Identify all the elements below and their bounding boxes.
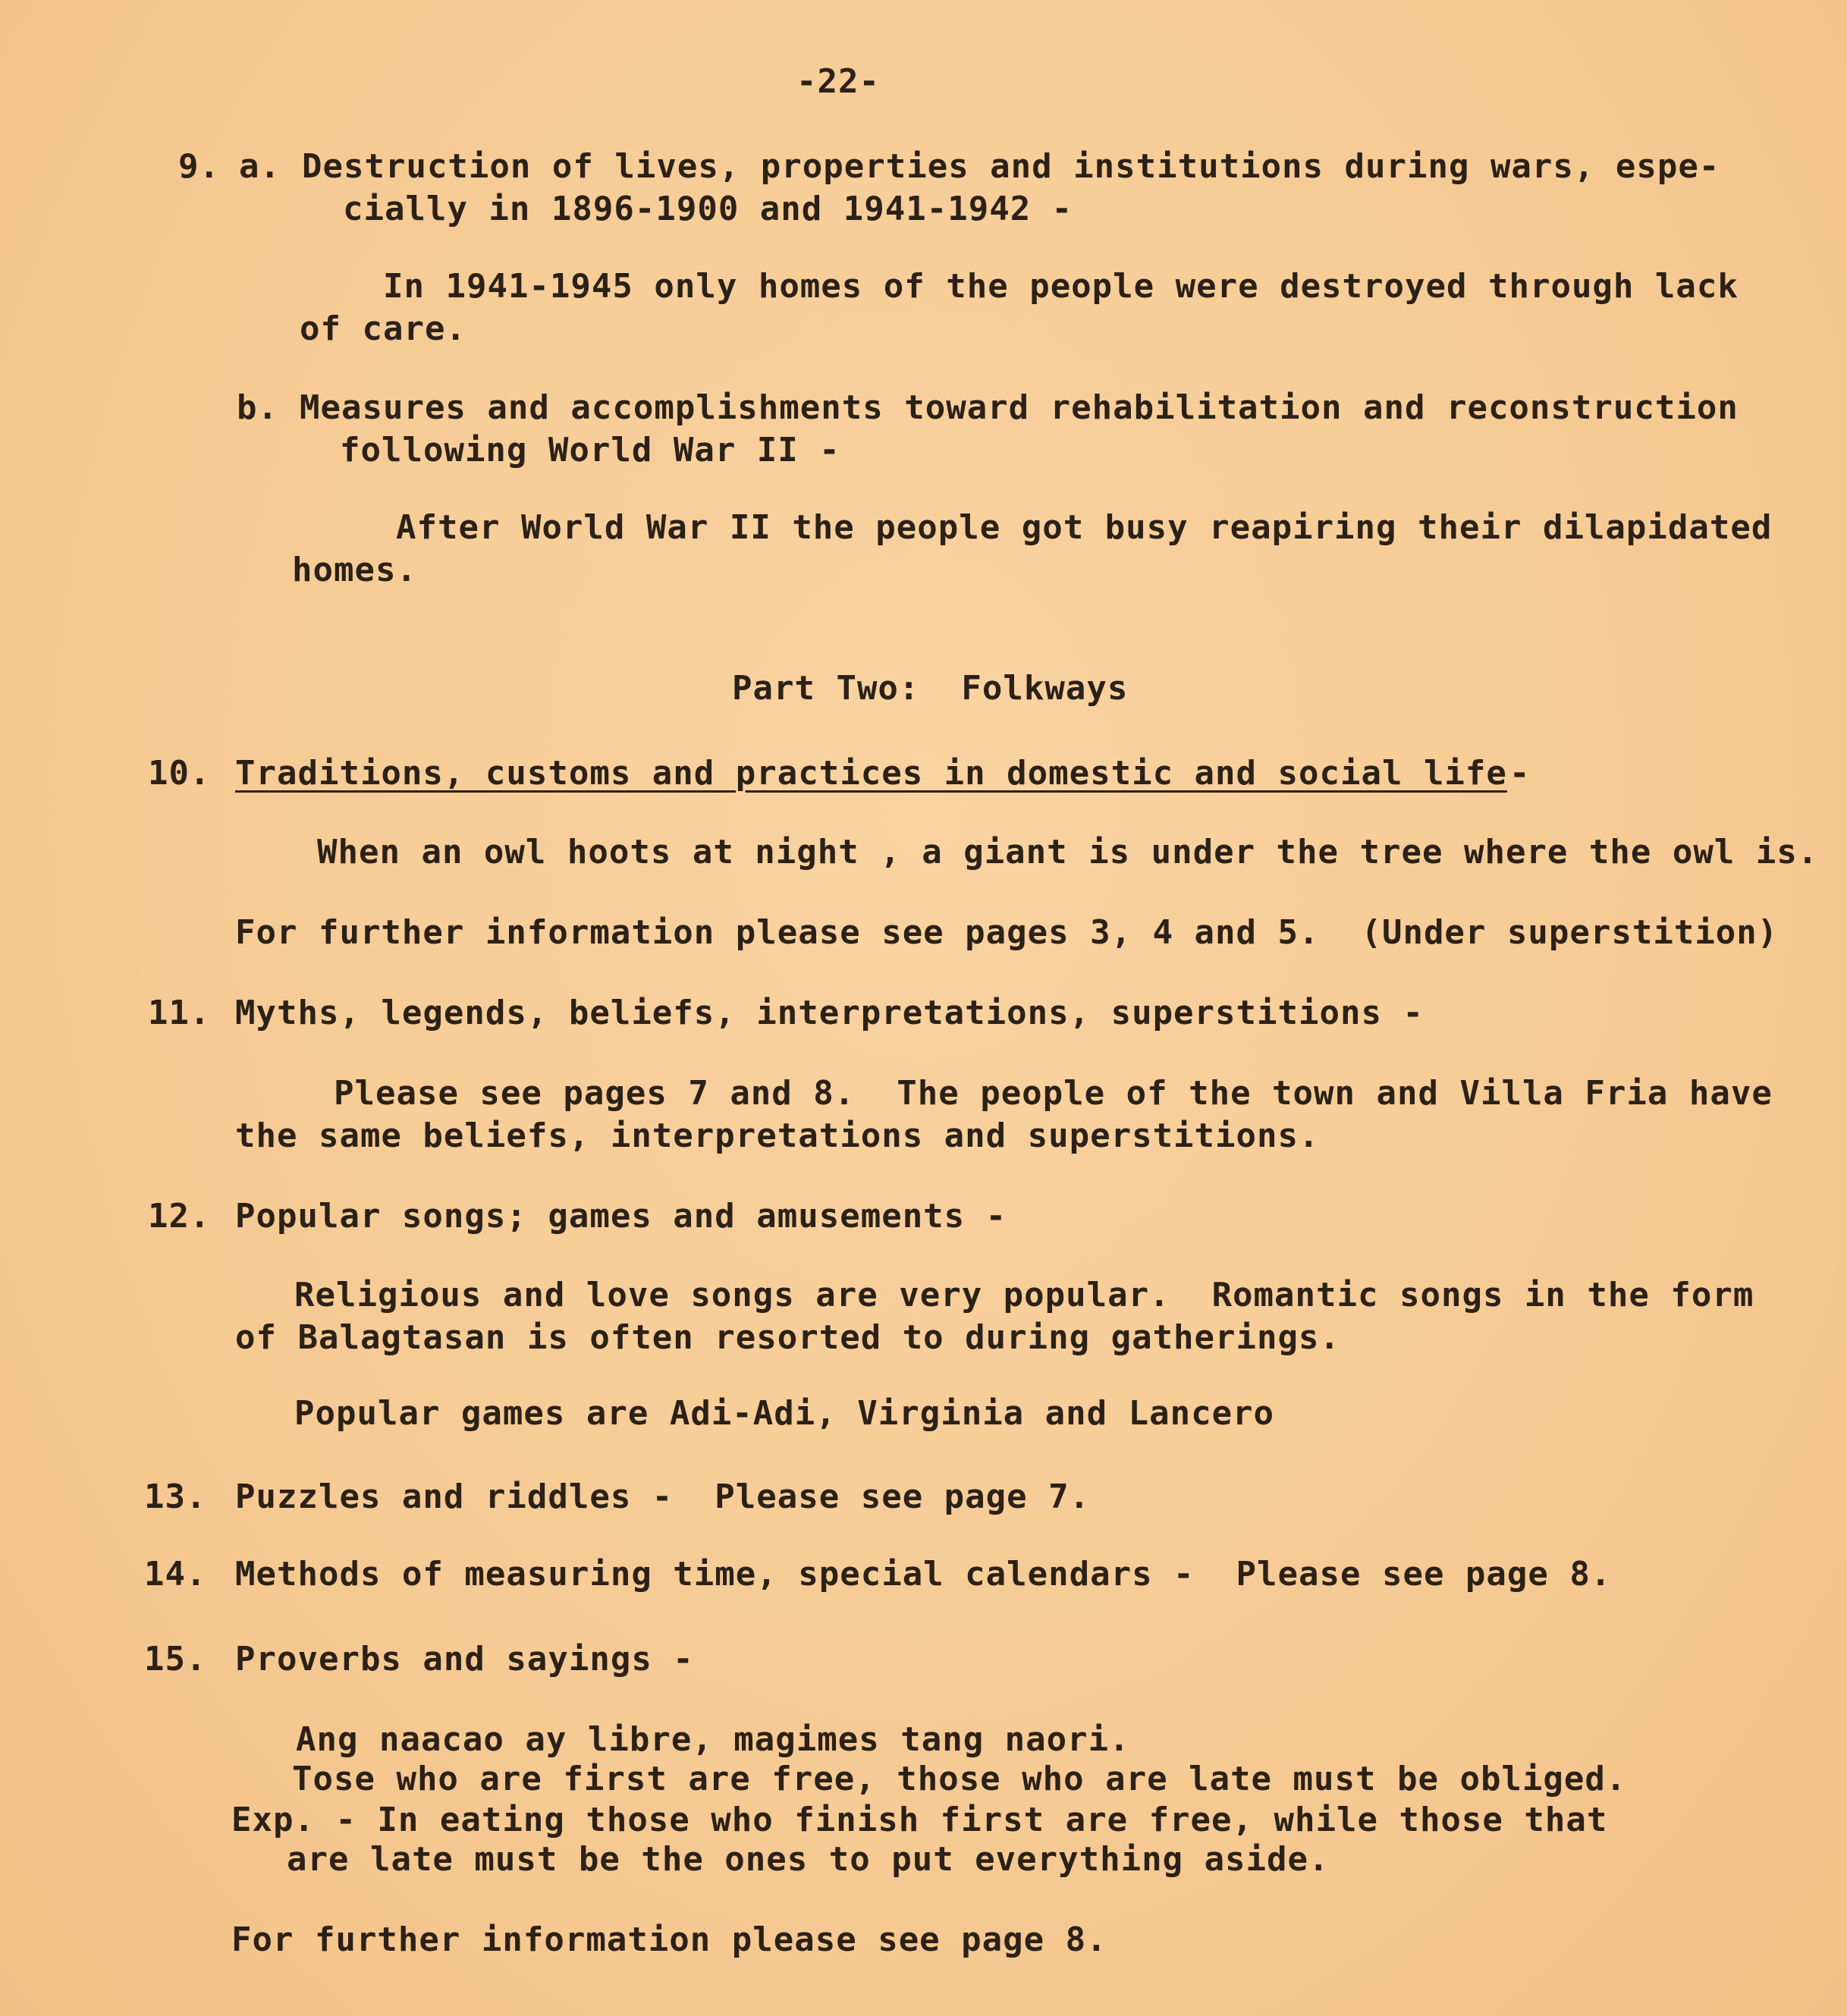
item-9a-body-line-2: of care. (300, 309, 466, 348)
item-10-title: Traditions, customs and practices in domestic and social life (235, 754, 1507, 793)
item-15-title: Proverbs and sayings - (235, 1640, 694, 1678)
item-14-number: 14. (144, 1555, 207, 1594)
item-10-number: 10. (148, 754, 211, 793)
item-15-translation: Tose who are first are free, those who are late must be obliged. (292, 1760, 1627, 1798)
item-15-further-information: For further information please see page 8. (231, 1920, 1107, 1959)
item-13-number: 13. (144, 1477, 207, 1516)
item-13-text: Puzzles and riddles - Please see page 7. (235, 1477, 1091, 1516)
item-15-explanation-line-1: Exp. - In eating those who finish first are free, while those that (231, 1801, 1608, 1839)
item-9a-title-line-2: cially in 1896-1900 and 1941-1942 - (343, 190, 1073, 228)
item-9a-body-line-1: In 1941-1945 only homes of the people were destroyed through lack (383, 267, 1739, 306)
item-11-number: 11. (148, 994, 211, 1032)
item-15-proverb: Ang naacao ay libre, magimes tang naori. (296, 1720, 1130, 1759)
item-15-number: 15. (144, 1640, 207, 1678)
item-9b-letter: b. (237, 388, 278, 427)
item-11-body-line-1: Please see pages 7 and 8. The people of the town and Villa Fria have (334, 1074, 1773, 1113)
item-10-title-dash: - (1509, 754, 1531, 793)
item-12-number: 12. (148, 1197, 211, 1236)
item-9-number: 9. (178, 147, 220, 186)
item-9b-body-line-2: homes. (292, 551, 417, 589)
page-number: -22- (796, 62, 880, 101)
item-12-body-line-2: of Balagtasan is often resorted to during gatherings. (235, 1318, 1340, 1357)
item-14-text: Methods of measuring time, special calendars - Please see page 8. (235, 1555, 1612, 1594)
item-9b-body-line-1: After World War II the people got busy reapiring their dilapidated (396, 508, 1773, 547)
item-12-title: Popular songs; games and amusements - (235, 1197, 1007, 1236)
item-12-body-line-3: Popular games are Adi-Adi, Virginia and Lancero (294, 1394, 1275, 1433)
item-10-body-line-2: For further information please see pages 3, 4 and 5. (Under superstition) (235, 913, 1779, 952)
item-11-body-line-2: the same beliefs, interpretations and superstitions. (235, 1116, 1320, 1155)
item-9b-title-line-1: Measures and accomplishments toward rehabilitation and reconstruction (300, 388, 1739, 427)
item-15-explanation-line-2: are late must be the ones to put everything aside. (287, 1840, 1330, 1879)
item-10-body-line-1: When an owl hoots at night , a giant is under the tree where the owl is. (317, 833, 1819, 871)
part-two-heading: Part Two: Folkways (732, 669, 1129, 708)
item-11-title: Myths, legends, beliefs, interpretations, superstitions - (235, 994, 1424, 1032)
item-12-body-line-1: Religious and love songs are very popular. Romantic songs in the form (294, 1276, 1754, 1314)
item-9a-letter: a. (239, 147, 281, 186)
item-9b-title-line-2: following World War II - (340, 431, 840, 469)
item-9a-title-line-1: Destruction of lives, properties and institutions during wars, espe- (302, 147, 1720, 186)
